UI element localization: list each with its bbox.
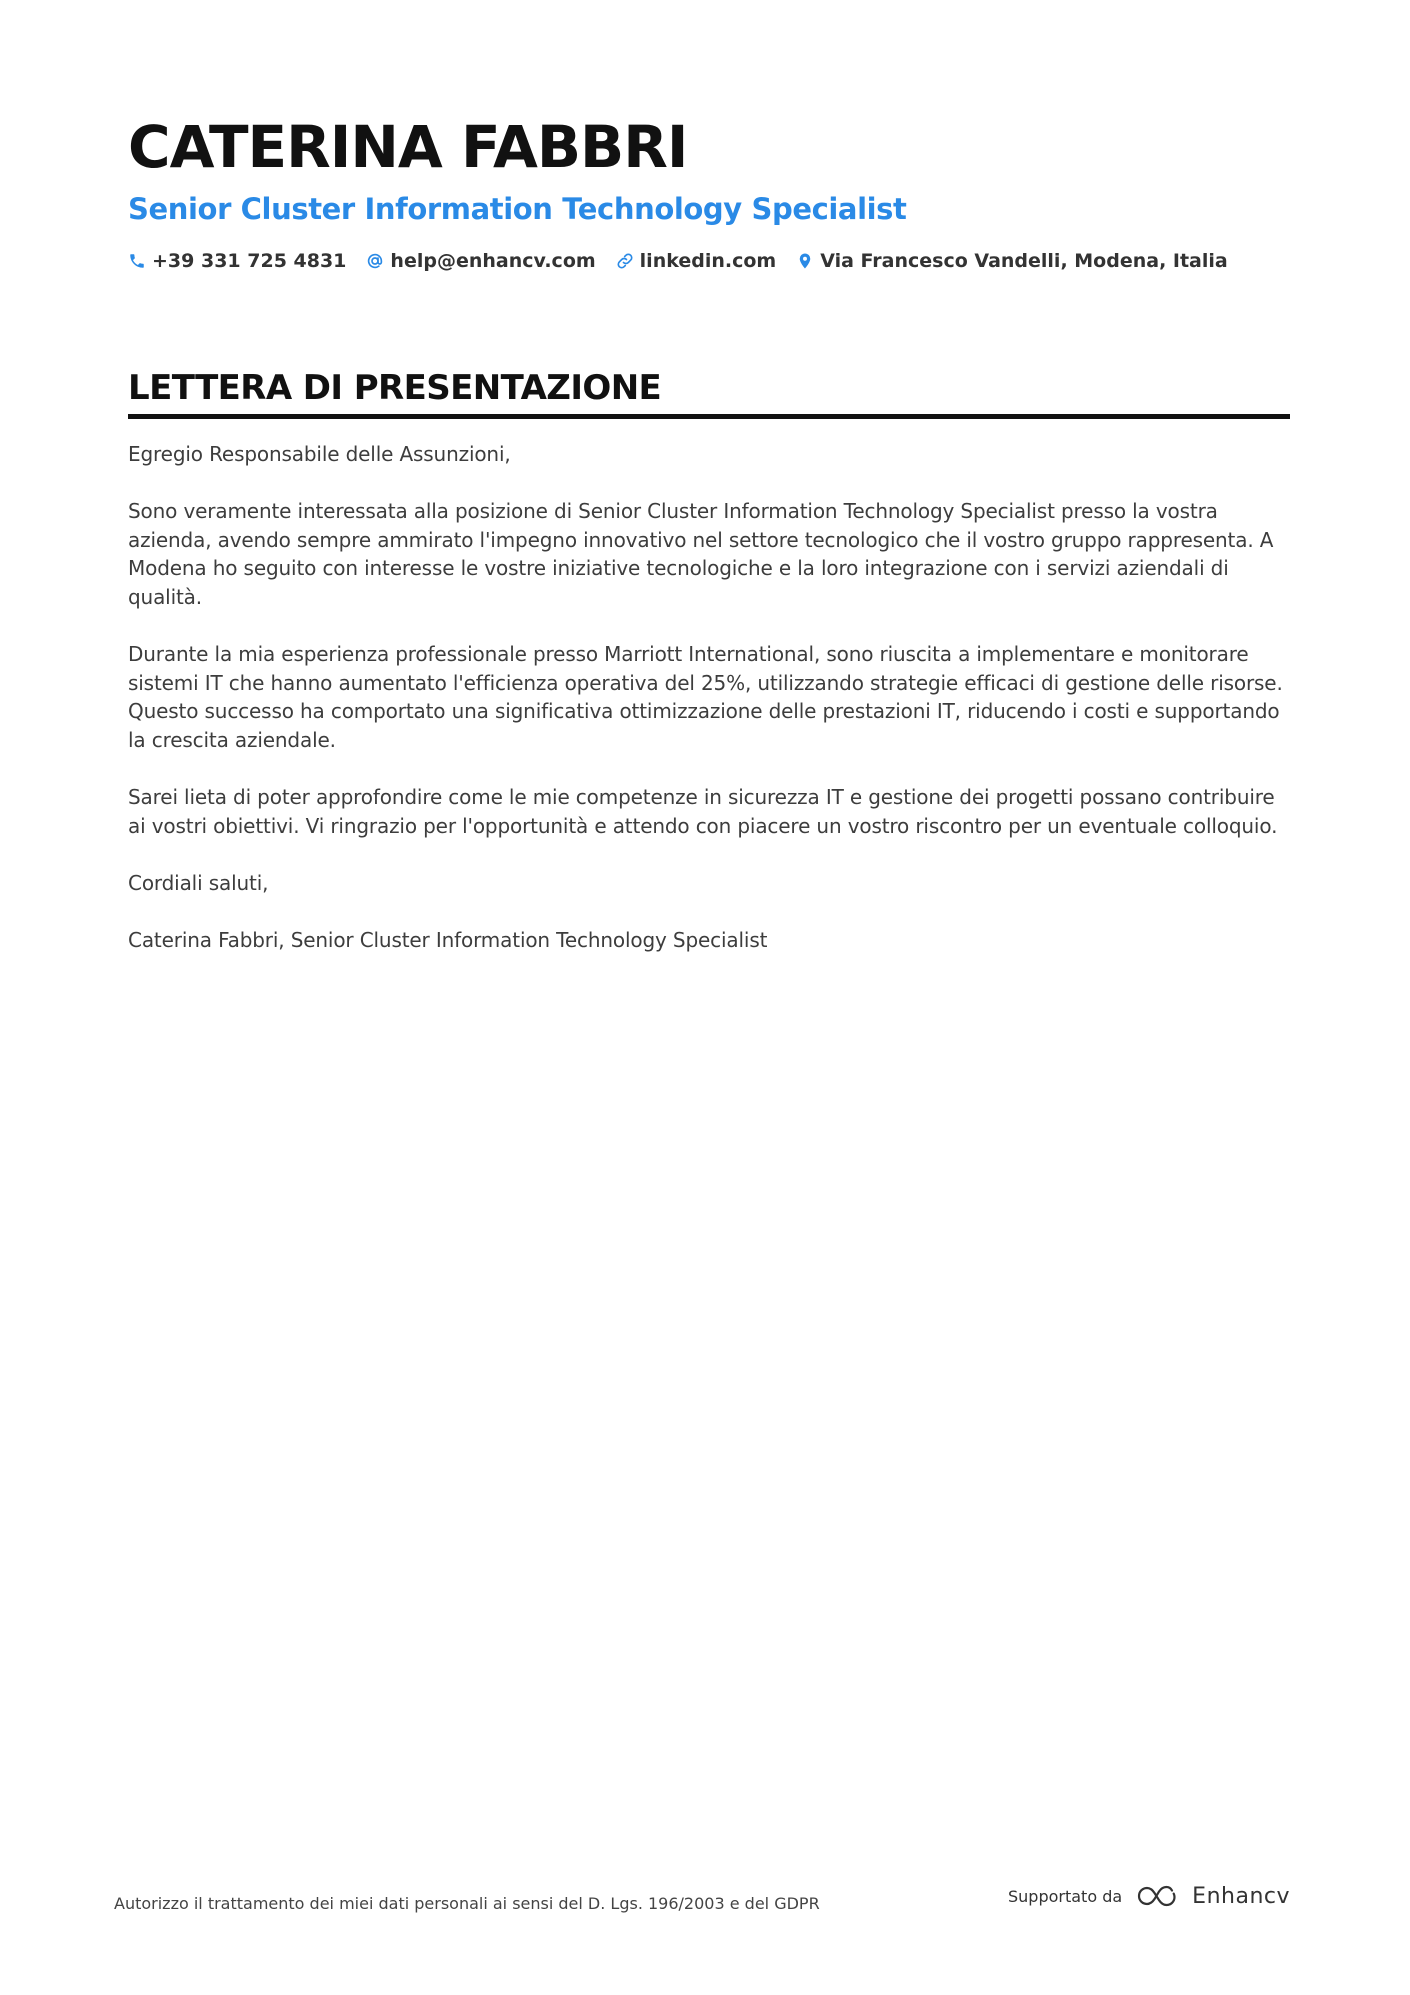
email-address: help@enhancv.com xyxy=(390,250,596,272)
phone-number: +39 331 725 4831 xyxy=(152,250,347,272)
brand-name: Enhancv xyxy=(1192,1883,1290,1909)
contact-phone[interactable] xyxy=(128,250,346,272)
letter-paragraph-1: Sono veramente interessata alla posizione di Senior Cluster Information Technology Specialist presso la vostra azienda, avendo sempre ammirato l'impegno innovativo nel settore tecnologico che il vostro gruppo rappresenta. A Modena ho seguito con interesse le vostre iniziative tecnologiche e la loro integrazione con i servizi aziendali di qualità. xyxy=(128,499,1274,609)
phone-icon xyxy=(128,252,146,270)
letter-greeting: Egregio Responsabile delle Assunzioni, xyxy=(128,442,511,466)
contact-location xyxy=(796,250,1228,272)
location-pin-icon xyxy=(796,252,814,270)
letter-paragraph-3: Sarei lieta di poter approfondire come le mie competenze in sicurezza IT e gestione dei progetti possano contribuire ai vostri obiettivi. Vi ringrazio per l'opportunità e attendo con piacere un vostro riscontro per un eventuale colloquio. xyxy=(128,785,1278,838)
consent-footer: Autorizzo il trattamento dei miei dati personali ai sensi del D. Lgs. 196/2003 e del GDPR xyxy=(114,1894,820,1913)
letter-signature: Caterina Fabbri, Senior Cluster Information Technology Specialist xyxy=(128,928,768,953)
section-divider xyxy=(128,414,1290,419)
enhancv-logo-icon xyxy=(1134,1883,1180,1909)
website-link: linkedin.com xyxy=(639,250,777,272)
link-icon xyxy=(616,252,634,270)
section-title: LETTERA DI PRESENTAZIONE xyxy=(128,368,662,408)
contact-bar xyxy=(128,250,1288,272)
contact-email[interactable] xyxy=(366,250,595,272)
letter-closing: Cordiali saluti, xyxy=(128,870,269,895)
powered-by[interactable] xyxy=(1008,1883,1290,1909)
powered-by-label: Supportato da xyxy=(1008,1886,1123,1906)
candidate-name: CATERINA FABBRI xyxy=(128,113,688,181)
location-text: Via Francesco Vandelli, Modena, Italia xyxy=(820,250,1228,272)
at-icon xyxy=(366,252,384,270)
header xyxy=(128,112,1288,272)
letter-body xyxy=(128,440,1290,983)
candidate-title: Senior Cluster Information Technology Specialist xyxy=(128,192,907,226)
letter-paragraph-2: Durante la mia esperienza professionale presso Marriott International, sono riuscita a implementare e monitorare sistemi IT che hanno aumentato l'efficienza operativa del 25%, utilizzando strategie efficaci di gestione delle risorse. Questo successo ha comportato una significativa ottimizzazione delle prestazioni IT, riducendo i costi e supportando la crescita aziendale. xyxy=(128,642,1283,752)
section-header xyxy=(128,366,1290,419)
contact-website[interactable] xyxy=(616,250,777,272)
